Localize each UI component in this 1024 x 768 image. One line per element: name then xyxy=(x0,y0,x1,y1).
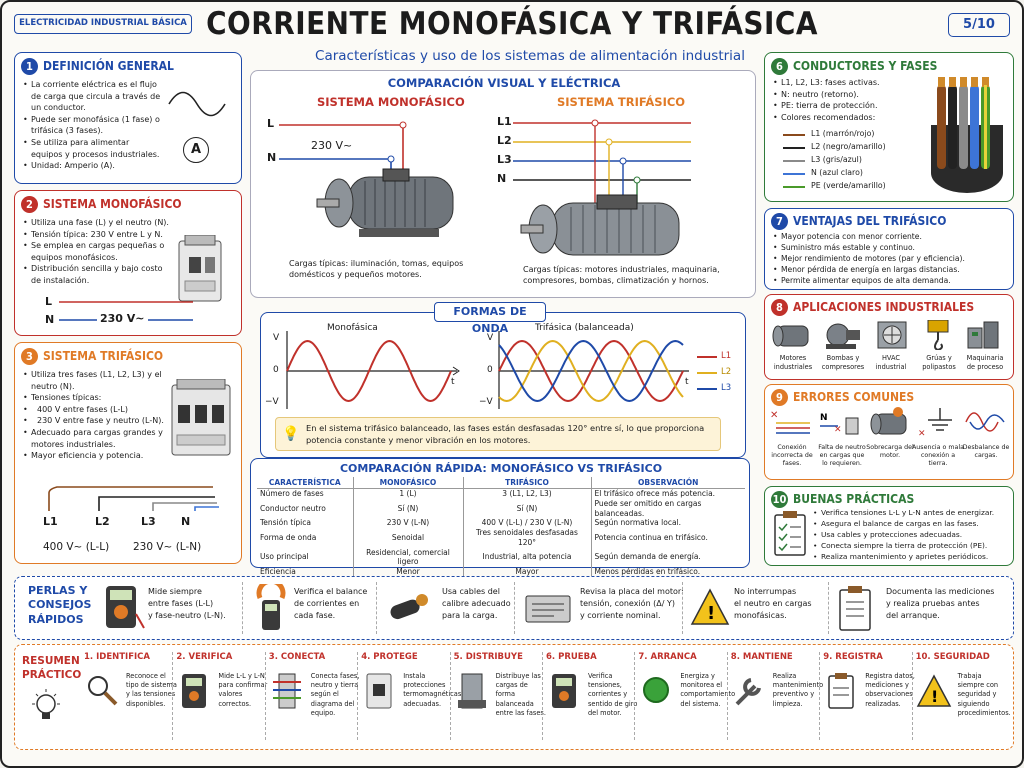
color-swatch xyxy=(783,160,805,162)
wave-legend-lines xyxy=(697,353,719,397)
list-item: • Distribución sencilla y bajo costo de instalación. xyxy=(23,263,169,286)
list-item: • Verifica tensiones L-L y L-N antes de energizar. xyxy=(813,507,1011,518)
section-sistema-monofasico xyxy=(14,190,242,336)
svg-text:N: N xyxy=(820,413,828,423)
center-tri-l1: L1 xyxy=(497,115,512,128)
list-item: • Menor pérdida de energía en largas distancias. xyxy=(773,264,1011,275)
tip-text: No interrumpas el neutro en cargas monofásicas. xyxy=(734,587,812,620)
summary-step xyxy=(638,652,736,742)
svg-text:✕: ✕ xyxy=(770,410,779,421)
section-title: SISTEMA MONOFÁSICO xyxy=(43,197,182,211)
table-cell: Menos pérdidas en trifásico. xyxy=(594,567,701,576)
section-number: 1 xyxy=(21,58,38,75)
center-mono-n: N xyxy=(267,151,277,164)
table-cell: Conductor neutro xyxy=(257,499,353,519)
list-item: • Mejor rendimiento de motores (par y eficiencia). xyxy=(773,253,1011,264)
list-item: • La corriente eléctrica es el flujo de carga que circula a través de un conductor. xyxy=(23,79,163,114)
pump-app-icon xyxy=(822,320,862,350)
step-text: Distribuye las cargas de forma balanceada entre las fases. xyxy=(495,672,546,717)
mono-l-label: L xyxy=(45,295,53,308)
list-item: • Tensión típica: 230 V entre L y N. xyxy=(23,229,169,241)
color-label: PE (verde/amarillo) xyxy=(811,181,886,190)
table-cell: Potencia continua en trifásico. xyxy=(594,532,708,542)
list-item: • Unidad: Amperio (A). xyxy=(23,160,163,172)
tip-text: Mide siempre entre fases (L-L) y fase-neutro (L-N). xyxy=(148,587,226,620)
app-label: Grúas y polipastos xyxy=(922,354,956,371)
conductor-color-item xyxy=(783,168,923,181)
color-label: L3 (gris/azul) xyxy=(811,155,862,164)
lightbulb-summary-icon xyxy=(28,688,64,728)
three-pole-breaker-icon xyxy=(169,379,233,459)
wave-note xyxy=(275,417,721,451)
tri-n-label: N xyxy=(181,515,191,528)
step-text: Reconoce el tipo de sistema y las tensiones disponibles. xyxy=(126,672,177,708)
mono-list xyxy=(23,217,169,287)
step-title: 5. DISTRIBUYE xyxy=(453,652,523,662)
legend-l3: L3 xyxy=(721,383,732,393)
clipboard-icon xyxy=(836,584,876,632)
nameplate-icon xyxy=(524,584,574,632)
table-cell: Senoidal xyxy=(353,528,463,548)
color-label: L2 (negro/amarillo) xyxy=(811,142,886,151)
svg-text:✕: ✕ xyxy=(918,429,926,438)
section-conductores-y-fases xyxy=(764,52,1014,202)
waveform-title-badge: FORMAS DE ONDA xyxy=(434,302,546,322)
table-header: OBSERVACIÓN xyxy=(591,477,745,489)
tip-item xyxy=(100,584,226,632)
page-subtitle: Características y uso de los sistemas de alimentación industrial xyxy=(315,48,745,64)
section-title: BUENAS PRÁCTICAS xyxy=(793,492,915,506)
tri-y-zero: 0 xyxy=(487,365,493,375)
table-cell: 230 V (L-N) xyxy=(353,518,463,528)
svg-text:!: ! xyxy=(930,687,938,706)
center-mono-voltage: 230 V~ xyxy=(311,139,353,152)
step-title: 2. VERIFICA xyxy=(176,652,233,662)
summary-step xyxy=(176,652,266,742)
page-number: 5/10 xyxy=(948,13,1010,37)
tip-item xyxy=(690,584,812,632)
mono-system-title: SISTEMA MONOFÁSICO xyxy=(317,95,465,109)
summary-step xyxy=(546,652,636,742)
tip-item xyxy=(524,584,684,632)
mono-wires xyxy=(59,291,199,331)
color-swatch xyxy=(783,173,805,175)
lightbulb-icon: 💡 xyxy=(282,426,300,442)
clipboard-icon xyxy=(823,672,861,712)
comparison-table xyxy=(257,477,745,587)
color-label: L1 (marrón/rojo) xyxy=(811,129,875,138)
table-cell: Menor xyxy=(353,567,463,577)
list-item: • Puede ser monofásica (1 fase) o trifásica (3 fases). xyxy=(23,114,163,137)
center-tri-l2: L2 xyxy=(497,134,512,147)
cable-icon xyxy=(386,584,432,632)
app-label: HVAC industrial xyxy=(875,354,907,371)
compare-title: COMPARACIÓN RÁPIDA: MONOFÁSICO VS TRIFÁSICO xyxy=(339,462,663,475)
comparison-title: COMPARACIÓN VISUAL Y ELÉCTRICA xyxy=(387,76,621,90)
tip-text: Verifica el balance de corrientes en cada fase. xyxy=(294,587,368,620)
table-cell: Según normativa local. xyxy=(594,518,682,528)
summary-step xyxy=(823,652,913,742)
wave-note-text: En el sistema trifásico balanceado, las fases están desfasadas 120° entre sí, lo que proporciona potencia constante y menor vibración en los motores. xyxy=(306,423,705,446)
table-cell: Forma de onda xyxy=(257,528,353,548)
center-tri-l3: L3 xyxy=(497,153,512,166)
list-item: • Se utiliza para alimentar equipos y procesos industriales. xyxy=(23,137,163,160)
tri-loads-text: Cargas típicas: motores industriales, maquinaria, compresores, bombas, climatización y hornos. xyxy=(523,265,720,285)
table-row xyxy=(257,489,745,499)
section-number: 3 xyxy=(21,348,38,365)
section-title: SISTEMA TRIFÁSICO xyxy=(43,349,164,363)
step-text: Mide L-L y L-N para confirmar valores correctos. xyxy=(218,672,268,708)
tip-item xyxy=(386,584,511,632)
distribution-icon xyxy=(454,672,492,712)
tri-list xyxy=(23,369,169,462)
svg-text:!: ! xyxy=(707,603,716,624)
mono-n-label: N xyxy=(45,313,55,326)
table-cell: El trifásico ofrece más potencia. xyxy=(594,489,716,498)
color-swatch xyxy=(783,186,805,188)
summary-step xyxy=(361,652,462,742)
header-tag: ELECTRICIDAD INDUSTRIAL BÁSICA xyxy=(14,14,192,34)
tri-l3-label: L3 xyxy=(141,515,156,528)
table-cell: Mayor xyxy=(463,567,591,577)
app-label: Motores industriales xyxy=(773,354,813,371)
list-item: • Utiliza una fase (L) y el neutro (N). xyxy=(23,217,169,229)
list-item: • Adecuado para cargas grandes y motores industriales. xyxy=(23,427,169,450)
conductor-color-item xyxy=(783,181,923,194)
multicore-cable-icon xyxy=(925,75,1009,197)
summary-step xyxy=(269,652,359,742)
tri-y-v: V xyxy=(487,333,494,343)
step-title: 1. IDENTIFICA xyxy=(84,652,150,662)
good-practices-list xyxy=(813,507,1011,563)
tips-title: PERLAS Y CONSEJOS RÁPIDOS xyxy=(28,584,92,626)
table-row xyxy=(257,528,745,548)
list-item: • Usa cables y protecciones adecuadas. xyxy=(813,529,1011,540)
section-title: CONDUCTORES Y FASES xyxy=(793,59,938,73)
list-item: • Conecta siempre la tierra de protección (PE). xyxy=(813,540,1011,551)
mono-loads-text: Cargas típicas: iluminación, tomas, equipos domésticos y pequeños motores. xyxy=(289,259,464,279)
conductor-color-item xyxy=(783,155,923,168)
app-label: Maquinaria de proceso xyxy=(966,354,1004,371)
hvac-app-icon xyxy=(872,320,912,350)
table-cell: Sí (N) xyxy=(353,499,463,519)
table-cell: Según demanda de energía. xyxy=(594,552,701,562)
multimeter-icon xyxy=(100,584,146,632)
conductor-color-item xyxy=(783,129,923,142)
warning-icon xyxy=(690,584,730,632)
color-swatch xyxy=(783,134,805,136)
mono-wave-label: Monofásica xyxy=(327,323,378,333)
legend-l1: L1 xyxy=(721,351,732,361)
list-item: • Mayor eficiencia y potencia. xyxy=(23,450,169,462)
section-number: 2 xyxy=(21,196,38,213)
error-label: Conexión incorrecta de fases. xyxy=(771,444,813,468)
list-item: • Tensiones típicas: xyxy=(23,392,169,404)
section-ventajas-trifasico xyxy=(764,208,1014,290)
table-cell: 1 (L) xyxy=(353,489,463,499)
error-label: Desbalance de cargas. xyxy=(962,444,1010,460)
table-cell: Uso principal xyxy=(257,548,353,568)
section-comparacion-visual xyxy=(250,70,756,298)
step-title: 8. MANTIENE xyxy=(730,652,793,662)
step-title: 6. PRUEBA xyxy=(546,652,597,662)
mono-x-t: t xyxy=(451,377,455,387)
tri-wave-label: Trifásica (balanceada) xyxy=(535,323,634,333)
section-number: 8 xyxy=(771,299,788,316)
table-cell: Número de fases xyxy=(257,489,353,499)
error-label: Ausencia o mala conexión a tierra. xyxy=(912,444,964,468)
color-swatch xyxy=(783,147,805,149)
summary-title: RESUMEN PRÁCTICO xyxy=(22,655,82,682)
tri-x-t: t xyxy=(685,377,689,387)
table-row xyxy=(257,499,745,519)
sine-wave-icon xyxy=(167,89,227,119)
wrench-icon xyxy=(731,672,769,712)
start-button-icon xyxy=(638,672,676,712)
tri-wires xyxy=(43,453,223,513)
mono-motor-diagram xyxy=(279,111,469,243)
table-header: MONOFÁSICO xyxy=(353,477,463,489)
breaker-icon xyxy=(361,672,399,712)
section-number: 9 xyxy=(771,389,788,406)
section-title: VENTAJAS DEL TRIFÁSICO xyxy=(793,214,947,228)
tri-l2-label: L2 xyxy=(95,515,110,528)
list-item: • Se emplea en cargas pequeñas o equipos monofásicos. xyxy=(23,240,169,263)
table-cell: 3 (L1, L2, L3) xyxy=(463,489,591,499)
table-cell: Tres senoidales desfasadas 120° xyxy=(463,528,591,548)
center-mono-l: L xyxy=(267,117,275,130)
tri-voltage-ln: 230 V~ (L-N) xyxy=(133,541,202,553)
crane-hook-app-icon xyxy=(918,320,958,350)
summary-step xyxy=(730,652,824,742)
section-comparacion-rapida xyxy=(250,458,750,576)
tip-item xyxy=(252,584,368,632)
missing-neutral-icon xyxy=(818,408,862,438)
checklist-icon xyxy=(773,511,809,557)
mono-waveform-plot xyxy=(285,327,461,413)
motor-app-icon xyxy=(772,320,812,350)
list-item: • Asegura el balance de cargas en las fases. xyxy=(813,518,1011,529)
section-definicion-general xyxy=(14,52,242,184)
step-text: Registra datos, mediciones y observaciones realizadas. xyxy=(865,672,915,708)
unbalance-wave-icon xyxy=(964,406,1008,438)
process-machine-app-icon xyxy=(964,320,1004,350)
section-number: 10 xyxy=(772,493,787,506)
warning-icon xyxy=(916,672,954,712)
list-item: • Mayor potencia con menor corriente. xyxy=(773,231,1011,242)
table-cell: Tensión típica xyxy=(257,518,353,528)
step-text: Verifica tensiones, corrientes y sentido de giro del motor. xyxy=(588,672,638,717)
svg-text:✕: ✕ xyxy=(834,425,842,435)
list-item: • Colores recomendados: xyxy=(773,112,913,124)
summary-step xyxy=(84,652,177,742)
clamp-meter-icon xyxy=(252,584,292,632)
section-title: DEFINICIÓN GENERAL xyxy=(43,59,174,73)
list-item: • Realiza mantenimiento y aprietes periódicos. xyxy=(813,551,1011,562)
step-title: 4. PROTEGE xyxy=(361,652,418,662)
tester-icon xyxy=(546,672,584,712)
tri-waveform-plot xyxy=(497,327,693,413)
mono-y-zero: 0 xyxy=(273,365,279,375)
table-cell: 400 V (L-L) / 230 V (L-N) xyxy=(463,518,591,528)
step-title: 9. REGISTRA xyxy=(823,652,883,662)
ground-fault-icon xyxy=(918,406,962,438)
table-cell: Puede ser omitido en cargas balanceadas. xyxy=(594,498,702,518)
tip-text: Documenta las mediciones y realiza pruebas antes del arranque. xyxy=(886,587,995,620)
section-number: 6 xyxy=(771,58,788,75)
color-label: N (azul claro) xyxy=(811,168,863,177)
section-buenas-practicas xyxy=(764,486,1014,566)
definition-list xyxy=(23,79,163,172)
table-cell: Eficiencia xyxy=(257,567,353,577)
tri-motor-diagram xyxy=(513,111,693,261)
ampere-icon: A xyxy=(183,137,209,163)
summary-step xyxy=(915,652,1011,742)
tip-item xyxy=(836,584,995,632)
tri-y-negv: −V xyxy=(479,397,493,407)
list-item: • PE: tierra de protección. xyxy=(773,100,913,112)
conductor-list xyxy=(773,77,913,123)
page-title: CORRIENTE MONOFÁSICA Y TRIFÁSICA xyxy=(206,6,818,42)
overloaded-motor-icon xyxy=(868,406,912,438)
section-number: 7 xyxy=(771,213,788,230)
mono-y-v: V xyxy=(273,333,280,343)
legend-l2: L2 xyxy=(721,367,732,377)
tri-l1-label: L1 xyxy=(43,515,58,528)
terminal-block-icon xyxy=(269,672,307,712)
list-item: • Permite alimentar equipos de alta demanda. xyxy=(773,275,1011,286)
section-title: APLICACIONES INDUSTRIALES xyxy=(793,300,975,314)
table-row xyxy=(257,548,745,568)
list-item: • L1, L2, L3: fases activas. xyxy=(773,77,913,89)
table-cell: Residencial, comercial ligero xyxy=(353,548,463,568)
app-label: Bombas y compresores xyxy=(821,354,865,371)
magnifier-icon xyxy=(84,672,122,712)
table-header: CARACTERÍSTICA xyxy=(257,477,353,489)
multimeter-icon xyxy=(176,672,214,712)
conductor-color-list xyxy=(783,129,923,194)
list-item: • 230 V entre fase y neutro (L-N). xyxy=(23,415,169,427)
section-title: ERRORES COMUNES xyxy=(793,390,915,404)
step-text: Realiza mantenimiento preventivo y limpieza. xyxy=(772,672,824,708)
step-text: Instala protecciones termomagnéticas adecuadas. xyxy=(403,672,462,708)
error-label: Falta de neutro en cargas que lo requieren. xyxy=(818,444,866,468)
list-item: • Utiliza tres fases (L1, L2, L3) y el neutro (N). xyxy=(23,369,169,392)
table-cell: Industrial, alta potencia xyxy=(463,548,591,568)
advantages-list xyxy=(773,231,1011,286)
tip-text: Revisa la placa del motor: tensión, conexión (Δ/ Y) y corriente nominal. xyxy=(580,587,684,620)
list-item: • 400 V entre fases (L-L) xyxy=(23,404,169,416)
conductor-color-item xyxy=(783,142,923,155)
step-text: Conecta fases, neutro y tierra según el diagrama del equipo. xyxy=(310,672,360,717)
step-title: 3. CONECTA xyxy=(268,652,326,662)
error-label: Sobrecarga del motor. xyxy=(866,444,914,460)
summary-step xyxy=(454,652,544,742)
list-item: • N: neutro (retorno). xyxy=(773,89,913,101)
mono-y-negv: −V xyxy=(265,397,279,407)
tri-voltage-ll: 400 V~ (L-L) xyxy=(43,541,110,553)
section-sistema-trifasico xyxy=(14,342,242,564)
step-text: Trabaja siempre con seguridad y siguiendo procedimientos. xyxy=(957,672,1011,717)
table-row xyxy=(257,518,745,528)
step-title: 7. ARRANCA xyxy=(638,652,697,662)
table-header: TRIFÁSICO xyxy=(463,477,591,489)
list-item: • Suministro más estable y continuo. xyxy=(773,242,1011,253)
table-cell: Sí (N) xyxy=(463,499,591,519)
tip-text: Usa cables del calibre adecuado para la carga. xyxy=(442,587,511,620)
tri-system-title: SISTEMA TRIFÁSICO xyxy=(557,95,686,109)
wrong-phase-icon xyxy=(770,408,814,438)
step-text: Energiza y monitorea el comportamiento del sistema. xyxy=(680,672,736,708)
center-tri-n: N xyxy=(497,172,507,185)
mono-voltage: 230 V~ xyxy=(97,312,148,325)
step-title: 10. SEGURIDAD xyxy=(915,652,990,662)
